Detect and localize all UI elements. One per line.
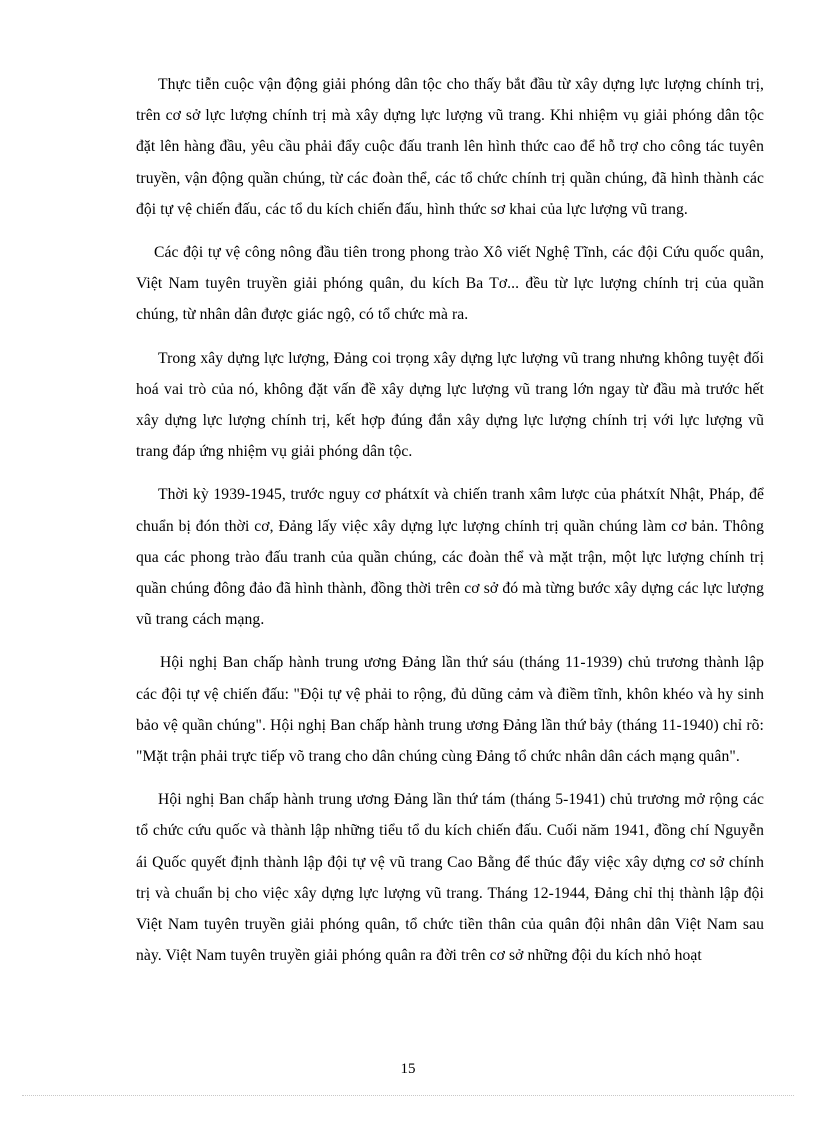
page-bottom-divider [22, 1095, 794, 1096]
paragraph-4: Thời kỳ 1939-1945, trước nguy cơ phátxít và chiến tranh xâm lược của phátxít Nhật, Pháp, để chuẩn bị đón thời cơ, Đảng lấy việc xây dựng lực lượng chính trị quần chúng làm cơ bản. Thông qua các phong trào đấu tranh của quần chúng, các đoàn thể và mặt trận, một lực lượng chính trị quần chúng đông đảo đã hình thành, đồng thời trên cơ sở đó mà từng bước xây dựng các lực lượng vũ trang cách mạng. [136, 486, 764, 629]
paragraph-6: Hội nghị Ban chấp hành trung ương Đảng lần thứ tám (tháng 5-1941) chủ trương mở rộng các tổ chức cứu quốc và thành lập những tiểu tổ du kích chiến đấu. Cuối năm 1941, đồng chí Nguyễn ái Quốc quyết định thành lập đội tự vệ vũ trang Cao Bằng để thúc đẩy việc xây dựng cơ sở chính trị và chuẩn bị cho việc xây dựng lực lượng vũ trang. Tháng 12-1944, Đảng chỉ thị thành lập đội Việt Nam tuyên truyền giải phóng quân, tổ chức tiền thân của quân đội nhân dân Việt Nam sau này. Việt Nam tuyên truyền giải phóng quân ra đời trên cơ sở những đội du kích nhỏ hoạt [136, 791, 764, 965]
document-body [136, 69, 764, 983]
paragraph-1: Thực tiễn cuộc vận động giải phóng dân tộc cho thấy bắt đầu từ xây dựng lực lượng chính trị, trên cơ sở lực lượng chính trị mà xây dựng lực lượng vũ trang. Khi nhiệm vụ giải phóng dân tộc đặt lên hàng đầu, yêu cầu phải đẩy cuộc đấu tranh lên hình thức cao để hỗ trợ cho công tác tuyên truyền, vận động quần chúng, từ các đoàn thể, các tổ chức chính trị quần chúng, đã hình thành các đội tự vệ chiến đấu, các tổ du kích chiến đấu, hình thức sơ khai của lực lượng vũ trang. [136, 76, 764, 218]
paragraph-3: Trong xây dựng lực lượng, Đảng coi trọng xây dựng lực lượng vũ trang nhưng không tuyệt đối hoá vai trò của nó, không đặt vấn đề xây dựng lực lượng vũ trang lớn ngay từ đầu mà trước hết xây dựng lực lượng chính trị, kết hợp đúng đắn xây dựng lực lượng chính trị với lực lượng vũ trang đáp ứng nhiệm vụ giải phóng dân tộc. [136, 349, 764, 461]
page-number: 15 [400, 1061, 416, 1077]
paragraph-5: Hội nghị Ban chấp hành trung ương Đảng lần thứ sáu (tháng 11-1939) chủ trương thành lập các đội tự vệ chiến đấu: "Đội tự vệ phải to rộng, đủ dũng cảm và điềm tĩnh, khôn khéo và hy sinh bảo vệ quần chúng". Hội nghị Ban chấp hành trung ương Đảng lần thứ bảy (tháng 11-1940) chỉ rõ: "Mặt trận phải trực tiếp võ trang cho dân chúng cùng Đảng tổ chức nhân dân cách mạng quân". [136, 654, 764, 766]
paragraph-2: Các đội tự vệ công nông đầu tiên trong phong trào Xô viết Nghệ Tĩnh, các đội Cứu quốc quân, Việt Nam tuyên truyền giải phóng quân, du kích Ba Tơ... đều từ lực lượng chính trị của quần chúng, từ nhân dân được giác ngộ, có tổ chức mà ra. [136, 244, 764, 324]
